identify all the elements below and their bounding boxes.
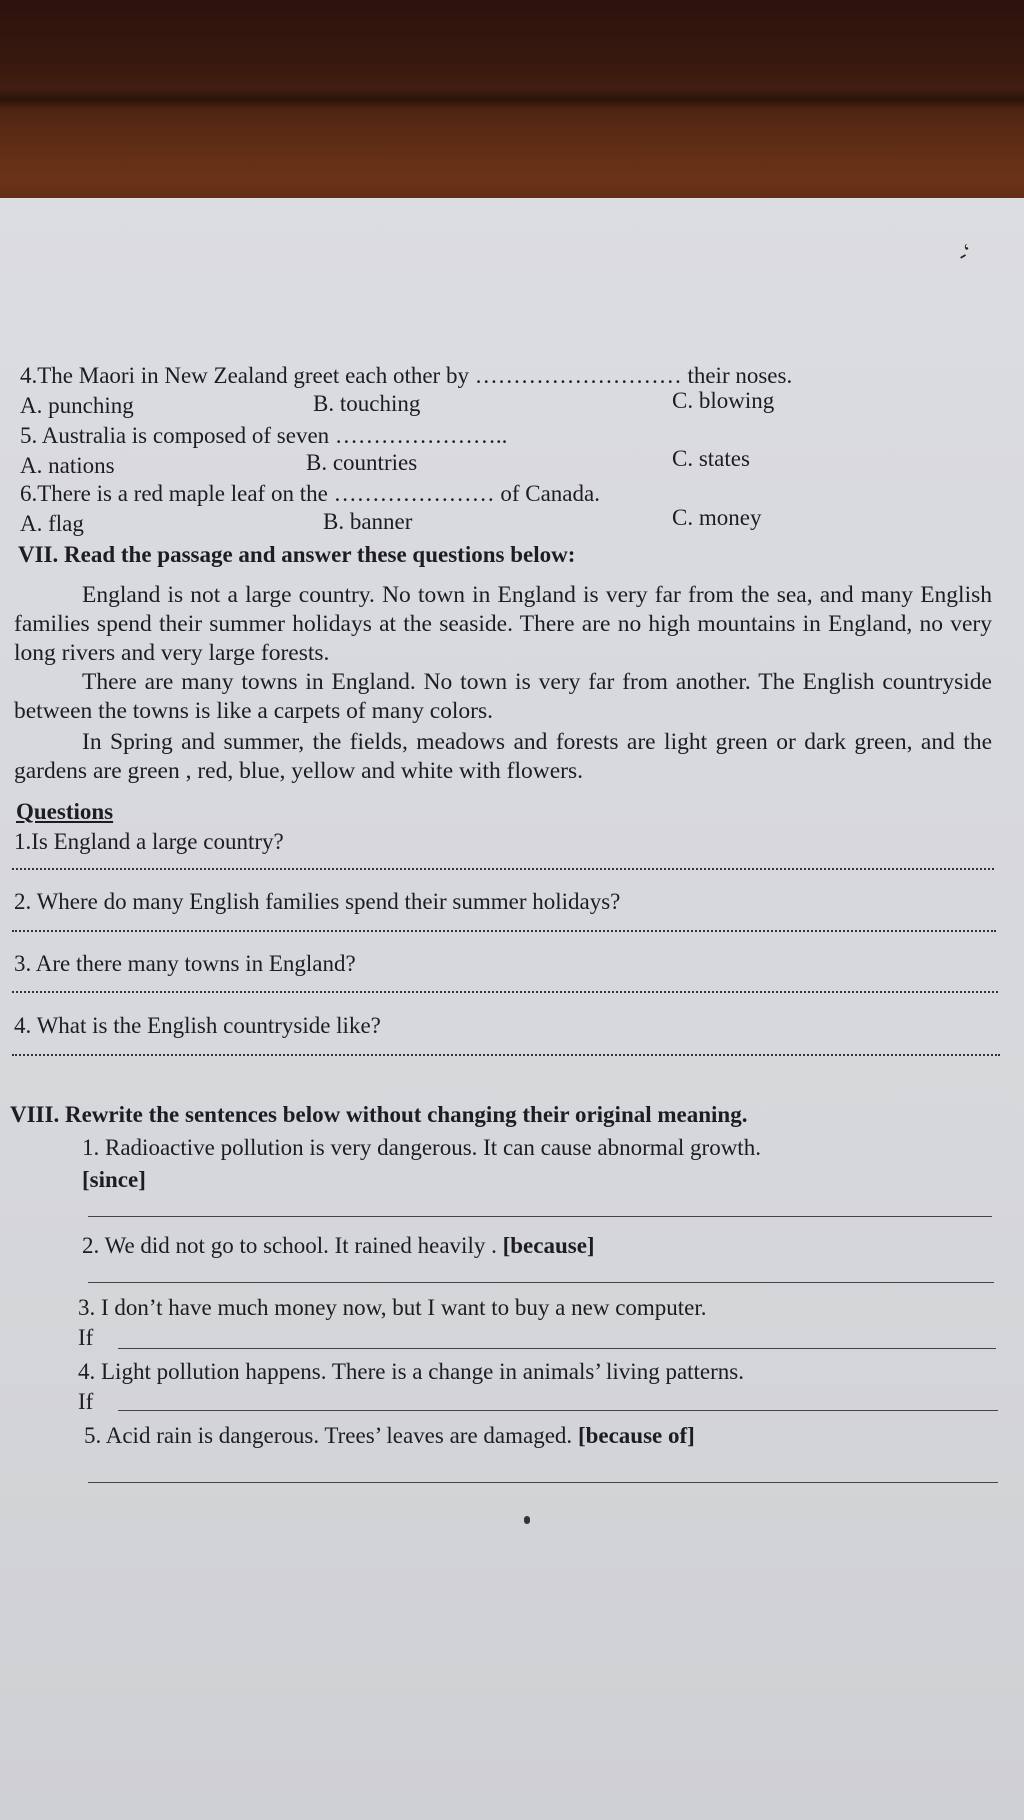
passage-paragraph-3: In Spring and summer, the fields, meadows and forests are light green or dark green, and the gardens are green , red, blue, yellow and white with flowers. [14, 729, 992, 784]
rewrite-line-5[interactable] [88, 1482, 998, 1483]
pen-mark: -‘ [952, 238, 978, 268]
rewrite-line-1[interactable] [88, 1216, 992, 1217]
rewrite-line-3[interactable] [118, 1348, 996, 1349]
rewrite-item-3-lead: If [78, 1325, 94, 1350]
q5-option-b: B. countries [306, 450, 418, 475]
answer-line-3[interactable] [12, 991, 998, 993]
question-6: 6.There is a red maple leaf on the ………………… of Canada. [20, 481, 600, 506]
rewrite-item-2: 2. We did not go to school. It rained heavily . [because] [82, 1233, 595, 1258]
answer-line-1[interactable] [12, 868, 994, 870]
rewrite-item-1: 1. Radioactive pollution is very dangerous. It can cause abnormal growth. [82, 1135, 761, 1160]
passage-paragraph-2: There are many towns in England. No town is very far from another. The English countryside between the towns is like a carpets of many colors. [14, 669, 992, 724]
ink-smudge [524, 1516, 530, 1524]
rewrite-line-4[interactable] [118, 1410, 998, 1411]
rewrite-item-5: 5. Acid rain is dangerous. Trees’ leaves are damaged. [because of] [84, 1423, 695, 1448]
rewrite-item-3: 3. I don’t have much money now, but I want to buy a new computer. [78, 1295, 707, 1320]
comprehension-question-4: 4. What is the English countryside like? [14, 1013, 381, 1038]
worksheet-page [0, 198, 1024, 1820]
q4-option-b: B. touching [313, 391, 421, 416]
answer-line-4[interactable] [12, 1054, 1000, 1056]
q6-option-c: C. money [672, 505, 762, 530]
section-vii-heading: VII. Read the passage and answer these questions below: [18, 542, 576, 567]
answer-line-2[interactable] [12, 930, 996, 932]
q5-option-c: C. states [672, 446, 750, 471]
comprehension-question-3: 3. Are there many towns in England? [14, 951, 356, 976]
q4-option-a: A. punching [20, 393, 134, 418]
comprehension-question-2: 2. Where do many English families spend their summer holidays? [14, 889, 621, 914]
rewrite-line-2[interactable] [88, 1282, 994, 1283]
q4-option-c: C. blowing [672, 388, 775, 413]
section-viii-heading: VIII. Rewrite the sentences below without changing their original meaning. [10, 1102, 748, 1127]
rewrite-item-4: 4. Light pollution happens. There is a change in animals’ living patterns. [78, 1359, 745, 1384]
q5-option-a: A. nations [20, 453, 115, 478]
passage-paragraph-1: England is not a large country. No town in England is very far from the sea, and many English families spend their summer holidays at the seaside. There are no high mountains in England, no very long rivers and very large forests. [14, 582, 992, 666]
rewrite-item-4-lead: If [78, 1389, 94, 1414]
q6-option-a: A. flag [20, 511, 84, 536]
rewrite-item-1-hint: [since] [82, 1167, 146, 1192]
question-5: 5. Australia is composed of seven ………………….. [20, 423, 508, 448]
q6-option-b: B. banner [323, 509, 413, 534]
comprehension-question-1: 1.Is England a large country? [14, 829, 284, 854]
question-4: 4.The Maori in New Zealand greet each other by ……………………… their noses. [20, 363, 793, 388]
questions-title: Questions [16, 799, 114, 824]
